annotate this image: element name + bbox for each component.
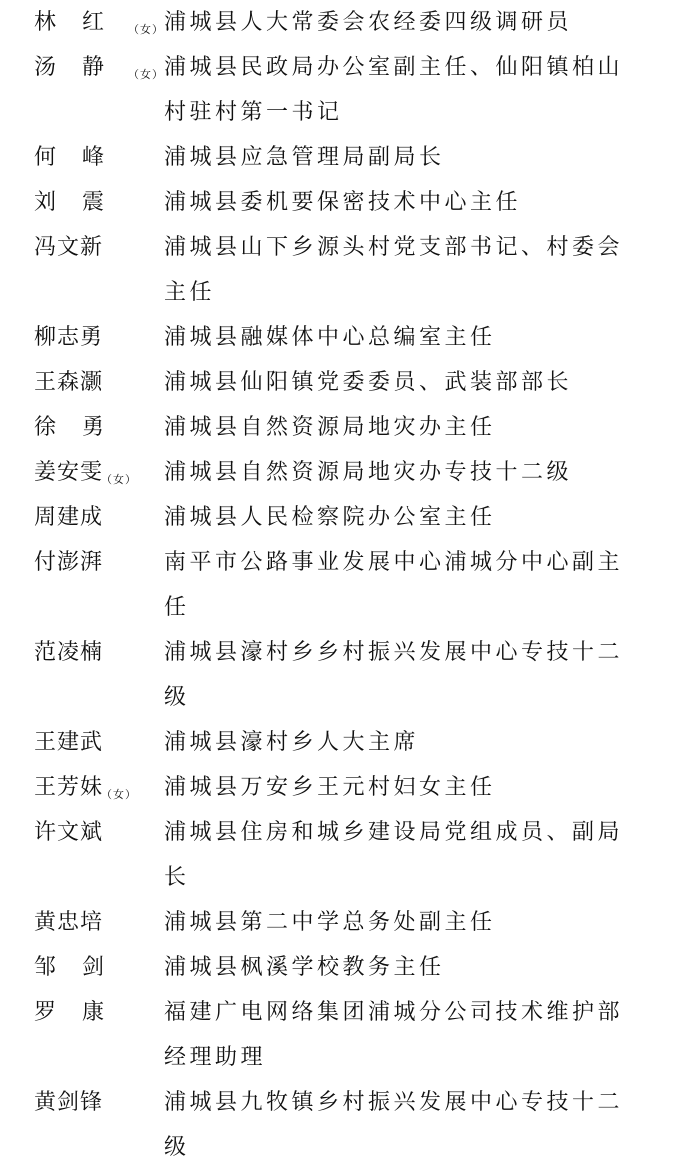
- person-name-text: 汤静: [34, 55, 131, 80]
- person-title: 浦城县自然资源局地灾办专技十二级: [164, 460, 573, 485]
- person-name: [34, 450, 154, 495]
- person-title: 浦城县人大常委会农经委四级调研员: [164, 10, 573, 35]
- person-title: 浦城县仙阳镇党委委员、武装部部长: [164, 370, 573, 395]
- person-name-text: 周建成: [34, 505, 104, 530]
- person-title: 浦城县融媒体中心总编室主任: [164, 325, 496, 350]
- list-item: [0, 450, 689, 495]
- person-title: 浦城县万安乡王元村妇女主任: [164, 775, 496, 800]
- list-item: [0, 405, 689, 450]
- person-title: 浦城县自然资源局地灾办主任: [164, 415, 496, 440]
- person-title: 浦城县民政局办公室副主任、仙阳镇柏山村驻村第一书记: [164, 55, 624, 125]
- person-name: [34, 630, 154, 675]
- person-name: [34, 135, 154, 180]
- person-name-text: 范凌楠: [34, 640, 104, 665]
- list-item: [0, 360, 689, 405]
- female-mark: （女）: [101, 788, 138, 801]
- person-title: 浦城县山下乡源头村党支部书记、村委会主任: [164, 235, 624, 305]
- person-name: [34, 225, 154, 270]
- person-name-text: 黄忠培: [34, 910, 104, 935]
- person-name: [34, 315, 154, 360]
- person-name-text: 许文斌: [34, 820, 104, 845]
- person-title: 浦城县人民检察院办公室主任: [164, 505, 496, 530]
- person-name-text: 罗康: [34, 1000, 131, 1025]
- person-name-text: 邹剑: [34, 955, 131, 980]
- person-title: 浦城县应急管理局副局长: [164, 145, 445, 170]
- person-title: 福建广电网络集团浦城分公司技术维护部经理助理: [164, 1000, 624, 1070]
- person-title: 浦城县九牧镇乡村振兴发展中心专技十二级: [164, 1090, 624, 1160]
- person-name: [34, 540, 154, 585]
- list-item: [0, 765, 689, 810]
- person-name: [34, 495, 154, 540]
- person-title: 浦城县第二中学总务处副主任: [164, 910, 496, 935]
- person-name-text: 王森灏: [34, 370, 104, 395]
- list-item: [0, 315, 689, 360]
- person-title: 浦城县枫溪学校教务主任: [164, 955, 445, 980]
- list-item: [0, 0, 689, 45]
- list-item: [0, 630, 689, 720]
- person-name-text: 王建武: [34, 730, 104, 755]
- person-name-text: 黄剑锋: [34, 1090, 104, 1115]
- person-name-text: 林红: [34, 10, 131, 35]
- person-name-text: 何峰: [34, 145, 131, 170]
- person-name: [34, 180, 154, 225]
- person-name: [34, 990, 154, 1035]
- list-item: [0, 45, 689, 135]
- female-mark: （女）: [101, 473, 138, 486]
- list-item: [0, 135, 689, 180]
- person-name-text: 刘震: [34, 190, 131, 215]
- list-item: [0, 810, 689, 900]
- person-name-text: 王芳妹: [34, 775, 104, 800]
- person-name: [34, 405, 154, 450]
- person-name-text: 姜安雯: [34, 460, 104, 485]
- list-item: [0, 495, 689, 540]
- person-name-text: 徐勇: [34, 415, 131, 440]
- list-item: [0, 1080, 689, 1170]
- person-name: [34, 945, 154, 990]
- person-name: [34, 360, 154, 405]
- list-item: [0, 990, 689, 1080]
- person-name-text: 柳志勇: [34, 325, 104, 350]
- person-name: [34, 0, 165, 45]
- person-title: 浦城县濠村乡乡村振兴发展中心专技十二级: [164, 640, 624, 710]
- person-name: [34, 765, 154, 810]
- person-name: [34, 1080, 154, 1125]
- person-name: [34, 45, 165, 90]
- person-title: 浦城县濠村乡人大主席: [164, 730, 420, 755]
- list-item: [0, 900, 689, 945]
- person-name: [34, 810, 154, 855]
- list-item: [0, 540, 689, 630]
- person-name-text: 冯文新: [34, 235, 104, 260]
- list-item: [0, 180, 689, 225]
- female-mark: （女）: [128, 23, 165, 36]
- person-name: [34, 720, 154, 765]
- person-title: 南平市公路事业发展中心浦城分中心副主任: [164, 550, 624, 620]
- list-item: [0, 720, 689, 765]
- person-name: [34, 900, 154, 945]
- person-title: 浦城县委机要保密技术中心主任: [164, 190, 522, 215]
- person-name-text: 付澎湃: [34, 550, 104, 575]
- list-item: [0, 225, 689, 315]
- female-mark: （女）: [128, 68, 165, 81]
- person-title: 浦城县住房和城乡建设局党组成员、副局长: [164, 820, 624, 890]
- list-item: [0, 945, 689, 990]
